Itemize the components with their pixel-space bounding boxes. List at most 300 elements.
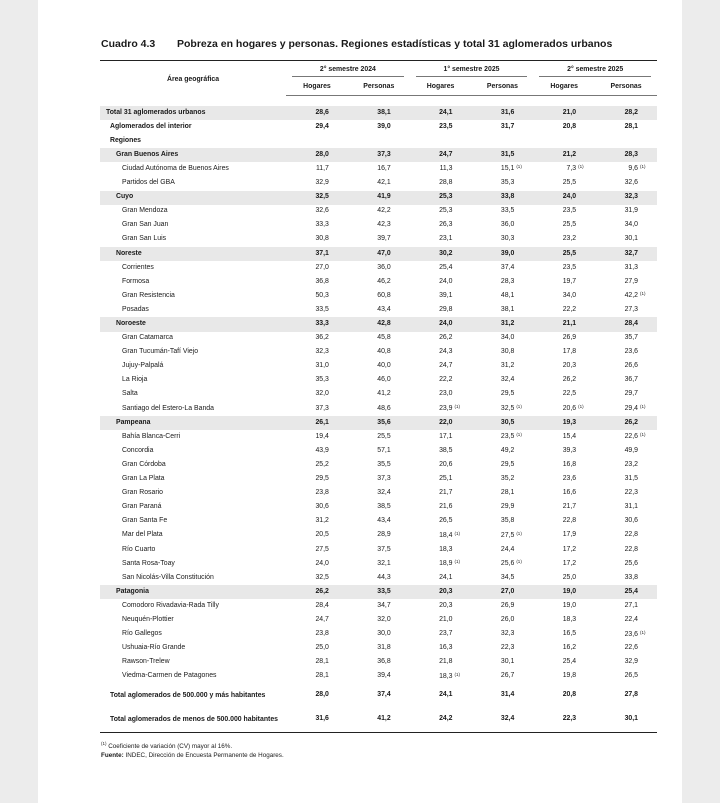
- row-label: Gran San Luis: [122, 235, 167, 243]
- value-cell: 20,3: [410, 585, 472, 599]
- table-row: [100, 148, 657, 162]
- table-row: [100, 613, 657, 627]
- value-cell: [595, 134, 657, 148]
- row-label: Jujuy-Palpalá: [122, 362, 164, 370]
- table-row: [100, 599, 657, 613]
- value-cell: 24,0: [315, 559, 329, 567]
- value-cell: 37,3: [315, 404, 329, 412]
- value-cell: 42,8: [348, 317, 410, 331]
- value-cell: 24,0: [533, 191, 595, 205]
- value-cell: 33,8: [624, 573, 638, 581]
- table-row: [100, 543, 657, 557]
- row-label: Río Gallegos: [122, 630, 162, 638]
- value-cell: 33,5: [315, 305, 329, 313]
- value-cell: 33,3: [286, 317, 348, 331]
- value-cell: 38,5: [439, 446, 453, 454]
- value-cell: 21,6: [439, 503, 453, 511]
- value-cell: 30,3: [500, 235, 515, 243]
- cv-mark: (1): [578, 404, 584, 410]
- cv-mark: (1): [516, 164, 522, 170]
- value-cell: 21,2: [533, 148, 595, 162]
- value-cell: 21,0: [533, 106, 595, 120]
- row-label: Rawson-Trelew: [122, 658, 170, 666]
- value-cell: 30,8: [315, 235, 329, 243]
- column-header: Personas: [472, 79, 534, 96]
- value-cell: 37,3: [377, 475, 391, 483]
- table-row: [100, 388, 657, 402]
- value-cell: 25,4: [439, 263, 453, 271]
- value-cell: 30,0: [377, 630, 391, 638]
- semester-header: 1° semestre 2025: [410, 65, 534, 79]
- column-header: Hogares: [286, 79, 348, 96]
- row-label: Pampeana: [100, 416, 286, 430]
- value-cell: 39,0: [377, 122, 391, 130]
- table-row: [100, 501, 657, 515]
- table-row: [100, 627, 657, 641]
- value-cell: 30,1: [595, 708, 657, 733]
- value-cell: 31,4: [500, 691, 515, 699]
- value-cell: 36,8: [377, 658, 391, 666]
- value-cell: 34,0: [562, 291, 577, 299]
- value-cell: 35,3: [500, 179, 515, 187]
- value-cell: 32,7: [595, 247, 657, 261]
- value-cell: 22,0: [410, 416, 472, 430]
- value-cell: 31,6: [472, 106, 534, 120]
- value-cell: 17,9: [562, 531, 577, 539]
- row-label: Gran Mendoza: [122, 207, 168, 215]
- value-cell: 23,7: [439, 630, 453, 638]
- area-header: Área geográfica: [166, 75, 220, 83]
- value-cell: 25,4: [595, 585, 657, 599]
- value-cell: 24,1: [410, 106, 472, 120]
- value-cell: 26,0: [500, 615, 515, 623]
- value-cell: 28,3: [595, 148, 657, 162]
- value-cell: 21,7: [439, 489, 453, 497]
- row-label: Gran Resistencia: [122, 291, 175, 299]
- value-cell: 27,9: [624, 277, 638, 285]
- value-cell: 19,0: [533, 585, 595, 599]
- row-label: Partidos del GBA: [122, 179, 175, 187]
- value-cell: 26,1: [286, 416, 348, 430]
- value-cell: 23,6: [624, 348, 638, 356]
- value-cell: 38,1: [500, 305, 515, 313]
- value-cell: 28,0: [315, 691, 329, 699]
- cv-mark: (1): [516, 404, 522, 410]
- value-cell: 26,2: [286, 585, 348, 599]
- table-row: [100, 571, 657, 585]
- value-cell: 32,6: [315, 207, 329, 215]
- cv-mark: (1): [454, 559, 460, 565]
- value-cell: 24,7: [315, 615, 329, 623]
- table-row: [100, 708, 657, 733]
- value-cell: 31,0: [315, 362, 329, 370]
- column-header: Hogares: [410, 79, 472, 96]
- value-cell: 25,3: [439, 207, 453, 215]
- semester-header: 2° semestre 2025: [533, 65, 657, 79]
- value-cell: 31,3: [624, 263, 638, 271]
- value-cell: 35,3: [315, 376, 329, 384]
- row-label: Santiago del Estero-La Banda: [122, 404, 214, 412]
- value-cell: 19,4: [315, 432, 329, 440]
- table-row: [100, 557, 657, 571]
- value-cell: 27,5 (1): [472, 529, 534, 543]
- value-cell: 30,6: [315, 503, 329, 511]
- value-cell: 48,1: [500, 291, 515, 299]
- value-cell: 22,4: [624, 615, 638, 623]
- value-cell: 33,5: [348, 585, 410, 599]
- value-cell: 41,2: [348, 708, 410, 733]
- value-cell: 25,5: [562, 179, 577, 187]
- value-cell: 23,2: [562, 235, 577, 243]
- table-row: [100, 120, 657, 134]
- value-cell: 21,0: [439, 615, 453, 623]
- table-row: [100, 303, 657, 317]
- value-cell: [286, 134, 348, 148]
- value-cell: 32,0: [315, 390, 329, 398]
- value-cell: 35,8: [500, 517, 515, 525]
- value-cell: 23,5: [562, 263, 577, 271]
- value-cell: 17,2: [562, 545, 577, 553]
- value-cell: 32,9: [315, 179, 329, 187]
- value-cell: 35,5: [377, 460, 391, 468]
- value-cell: 41,9: [348, 191, 410, 205]
- value-cell: 22,6: [624, 644, 638, 652]
- value-cell: 28,1: [315, 658, 329, 666]
- value-cell: 24,7: [439, 362, 453, 370]
- value-cell: 29,5: [500, 460, 515, 468]
- value-cell: 35,7: [624, 334, 638, 342]
- value-cell: 48,6: [377, 404, 391, 412]
- value-cell: 25,1: [439, 475, 453, 483]
- value-cell: 30,8: [500, 348, 515, 356]
- value-cell: 22,8: [624, 545, 638, 553]
- value-cell: 29,4 (1): [595, 402, 657, 416]
- table-row: [100, 458, 657, 472]
- poverty-table: [100, 60, 657, 733]
- value-cell: 22,8: [624, 531, 638, 539]
- value-cell: 38,5: [377, 503, 391, 511]
- value-cell: 29,5: [500, 390, 515, 398]
- value-cell: 18,3: [439, 545, 453, 553]
- table-row: [100, 670, 657, 684]
- value-cell: 19,0: [562, 601, 577, 609]
- value-cell: 47,0: [348, 247, 410, 261]
- cv-mark: (1): [640, 164, 646, 170]
- value-cell: 23,5: [439, 122, 453, 130]
- row-label: Bahía Blanca-Cerri: [122, 432, 181, 440]
- table-row: [100, 191, 657, 205]
- value-cell: 44,3: [377, 573, 391, 581]
- table-row: [100, 346, 657, 360]
- value-cell: 28,0: [286, 148, 348, 162]
- row-label: Viedma-Carmen de Patagones: [122, 672, 217, 680]
- value-cell: [410, 134, 472, 148]
- row-label: Total aglomerados de 500.000 y más habitantes: [110, 691, 266, 699]
- value-cell: 17,2: [562, 559, 577, 567]
- value-cell: 15,1 (1): [472, 162, 534, 176]
- row-label: Concordia: [122, 446, 154, 454]
- value-cell: 37,4: [500, 263, 515, 271]
- value-cell: 32,4: [500, 376, 515, 384]
- table-row: [100, 416, 657, 430]
- value-cell: 34,7: [377, 601, 391, 609]
- value-cell: 23,5: [562, 207, 577, 215]
- value-cell: 24,0: [410, 317, 472, 331]
- value-cell: 30,1: [624, 235, 638, 243]
- table-row: [100, 529, 657, 543]
- value-cell: 32,4: [377, 489, 391, 497]
- table-row: [100, 162, 657, 176]
- row-label: Regiones: [110, 136, 142, 144]
- value-cell: 32,5: [286, 191, 348, 205]
- row-label: Total 31 aglomerados urbanos: [100, 106, 286, 120]
- value-cell: 33,8: [472, 191, 534, 205]
- value-cell: 46,2: [377, 277, 391, 285]
- value-cell: 24,1: [439, 691, 453, 699]
- value-cell: 15,4: [562, 432, 577, 440]
- row-label: Gran Catamarca: [122, 334, 173, 342]
- value-cell: 26,2: [595, 416, 657, 430]
- value-cell: 37,3: [348, 148, 410, 162]
- column-header: Hogares: [533, 79, 595, 96]
- value-cell: 34,0: [500, 334, 515, 342]
- row-label: Gran Rosario: [122, 489, 163, 497]
- value-cell: 43,4: [377, 517, 391, 525]
- value-cell: 21,7: [562, 503, 577, 511]
- value-cell: [533, 134, 595, 148]
- row-label: Aglomerados del interior: [110, 122, 192, 130]
- row-label: Ushuaia-Río Grande: [122, 644, 186, 652]
- table-row: [100, 332, 657, 346]
- value-cell: 57,1: [377, 446, 391, 454]
- value-cell: 27,5: [315, 545, 329, 553]
- value-cell: 31,5: [624, 475, 638, 483]
- value-cell: 17,8: [562, 348, 577, 356]
- value-cell: 26,3: [439, 221, 453, 229]
- table-row: [100, 233, 657, 247]
- value-cell: 28,8: [439, 179, 453, 187]
- value-cell: 31,2: [472, 317, 534, 331]
- value-cell: 25,6: [624, 559, 638, 567]
- value-cell: 16,2: [562, 644, 577, 652]
- value-cell: 32,4: [472, 708, 534, 733]
- cv-mark: (1): [640, 404, 646, 410]
- table-row: [100, 374, 657, 388]
- value-cell: 37,4: [377, 691, 391, 699]
- value-cell: 24,7: [410, 148, 472, 162]
- value-cell: 25,4: [562, 658, 577, 666]
- row-label: Corrientes: [122, 263, 154, 271]
- value-cell: 25,5: [533, 247, 595, 261]
- value-cell: 28,1: [624, 122, 638, 130]
- row-label: Río Cuarto: [122, 545, 156, 553]
- value-cell: 16,5: [562, 630, 577, 638]
- semester-header: 2° semestre 2024: [286, 65, 410, 79]
- value-cell: 41,2: [377, 390, 391, 398]
- value-cell: 25,5: [562, 221, 577, 229]
- value-cell: 26,9: [500, 601, 515, 609]
- cv-mark: (1): [516, 559, 522, 565]
- cv-mark: (1): [516, 530, 522, 536]
- row-label: Noroeste: [100, 317, 286, 331]
- value-cell: 32,3: [500, 630, 515, 638]
- table-row: [100, 656, 657, 670]
- value-cell: 23,0: [439, 390, 453, 398]
- value-cell: 29,7: [624, 390, 638, 398]
- value-cell: 21,1: [533, 317, 595, 331]
- value-cell: 27,8: [624, 691, 638, 699]
- value-cell: 34,0: [624, 221, 638, 229]
- value-cell: 32,3: [595, 191, 657, 205]
- value-cell: 28,1: [500, 489, 515, 497]
- row-label: Gran Santa Fe: [122, 517, 168, 525]
- value-cell: 11,7: [315, 164, 329, 172]
- value-cell: 32,5 (1): [472, 402, 534, 416]
- table-row: [100, 205, 657, 219]
- value-cell: 35,6: [348, 416, 410, 430]
- table-row: [100, 360, 657, 374]
- row-label: San Nicolás-Villa Constitución: [122, 573, 214, 581]
- table-row: [100, 430, 657, 444]
- row-label: Santa Rosa-Toay: [122, 559, 175, 567]
- value-cell: 19,3: [533, 416, 595, 430]
- value-cell: 28,4: [595, 317, 657, 331]
- value-cell: 28,6: [286, 106, 348, 120]
- row-label: Gran Tucumán-Tafí Viejo: [122, 348, 199, 356]
- row-label: Gran Buenos Aires: [100, 148, 286, 162]
- value-cell: 29,9: [500, 503, 515, 511]
- cv-mark: (1): [640, 291, 646, 297]
- row-label: La Rioja: [122, 376, 148, 384]
- value-cell: 39,1: [439, 291, 453, 299]
- value-cell: 38,1: [348, 106, 410, 120]
- cv-mark: (1): [516, 432, 522, 438]
- value-cell: 30,6: [624, 517, 638, 525]
- value-cell: 42,2 (1): [595, 289, 657, 303]
- value-cell: 28,9: [377, 531, 391, 539]
- value-cell: 26,5: [439, 517, 453, 525]
- value-cell: 31,5: [472, 148, 534, 162]
- value-cell: 49,2: [500, 446, 515, 454]
- value-cell: 42,1: [377, 179, 391, 187]
- value-cell: 20,8: [562, 691, 577, 699]
- value-cell: 25,6 (1): [472, 557, 534, 571]
- table-row: [100, 219, 657, 233]
- value-cell: 45,8: [377, 334, 391, 342]
- value-cell: 18,9 (1): [410, 557, 472, 571]
- value-cell: 23,6: [562, 475, 577, 483]
- row-label: Salta: [122, 390, 138, 398]
- value-cell: 23,9 (1): [410, 402, 472, 416]
- value-cell: 32,9: [624, 658, 638, 666]
- row-label: Total aglomerados de menos de 500.000 habitantes: [100, 708, 286, 733]
- value-cell: 23,8: [315, 630, 329, 638]
- value-cell: 24,2: [410, 708, 472, 733]
- cv-mark: (1): [578, 164, 584, 170]
- value-cell: 26,9: [562, 334, 577, 342]
- value-cell: 21,8: [439, 658, 453, 666]
- table-row: [100, 261, 657, 275]
- value-cell: 16,6: [562, 489, 577, 497]
- value-cell: 28,2: [595, 106, 657, 120]
- value-cell: 31,8: [377, 644, 391, 652]
- table-row: [100, 444, 657, 458]
- value-cell: 24,0: [439, 277, 453, 285]
- value-cell: 37,1: [286, 247, 348, 261]
- value-cell: 11,3: [439, 164, 453, 172]
- value-cell: 25,5: [377, 432, 391, 440]
- table-row: [100, 275, 657, 289]
- value-cell: 31,2: [315, 517, 329, 525]
- value-cell: 39,4: [377, 672, 391, 680]
- cv-mark: (1): [454, 404, 460, 410]
- row-label: Gran San Juan: [122, 221, 169, 229]
- value-cell: 27,0: [315, 263, 329, 271]
- value-cell: 46,0: [377, 376, 391, 384]
- value-cell: 43,4: [377, 305, 391, 313]
- value-cell: 23,5 (1): [472, 430, 534, 444]
- table-row: [100, 176, 657, 190]
- table-row: [100, 317, 657, 331]
- cv-mark: (1): [454, 530, 460, 536]
- value-cell: 24,4: [500, 545, 515, 553]
- value-cell: 30,5: [472, 416, 534, 430]
- value-cell: 40,8: [377, 348, 391, 356]
- value-cell: 32,6: [624, 179, 638, 187]
- value-cell: 33,5: [500, 207, 515, 215]
- value-cell: 50,3: [315, 291, 329, 299]
- value-cell: 32,0: [377, 615, 391, 623]
- row-label: Comodoro Rivadavia-Rada Tilly: [122, 601, 219, 609]
- value-cell: 22,6 (1): [595, 430, 657, 444]
- value-cell: 25,0: [315, 644, 329, 652]
- table-row: [100, 515, 657, 529]
- table-row: [100, 684, 657, 708]
- value-cell: 19,8: [562, 672, 577, 680]
- value-cell: 22,5: [562, 390, 577, 398]
- value-cell: 22,8: [562, 517, 577, 525]
- value-cell: 32,3: [315, 348, 329, 356]
- cv-footnote: $^{(1)}$ Coeficiente de variación (CV) mayor al 16%.: [101, 741, 233, 751]
- value-cell: 18,4 (1): [410, 529, 472, 543]
- value-cell: 35,2: [500, 475, 515, 483]
- value-cell: 29,4: [315, 122, 329, 130]
- value-cell: 23,1: [439, 235, 453, 243]
- table-caption: [101, 38, 661, 50]
- value-cell: 24,1: [439, 573, 453, 581]
- row-label: Patagonia: [100, 585, 286, 599]
- value-cell: 36,7: [624, 376, 638, 384]
- value-cell: 22,3: [533, 708, 595, 733]
- value-cell: 20,8: [562, 122, 577, 130]
- column-header: Personas: [348, 79, 410, 96]
- value-cell: 19,7: [562, 277, 577, 285]
- value-cell: 29,8: [439, 305, 453, 313]
- value-cell: 30,2: [410, 247, 472, 261]
- value-cell: 31,1: [624, 503, 638, 511]
- row-label: Mar del Plata: [122, 531, 163, 539]
- value-cell: 16,3: [439, 644, 453, 652]
- value-cell: 34,5: [500, 573, 515, 581]
- value-cell: 39,0: [472, 247, 534, 261]
- value-cell: 20,6 (1): [533, 402, 595, 416]
- table-row: [100, 106, 657, 120]
- value-cell: 20,5: [315, 531, 329, 539]
- value-cell: 23,8: [315, 489, 329, 497]
- row-label: Gran Córdoba: [122, 460, 166, 468]
- row-label: Cuyo: [100, 191, 286, 205]
- row-label: Gran La Plata: [122, 475, 165, 483]
